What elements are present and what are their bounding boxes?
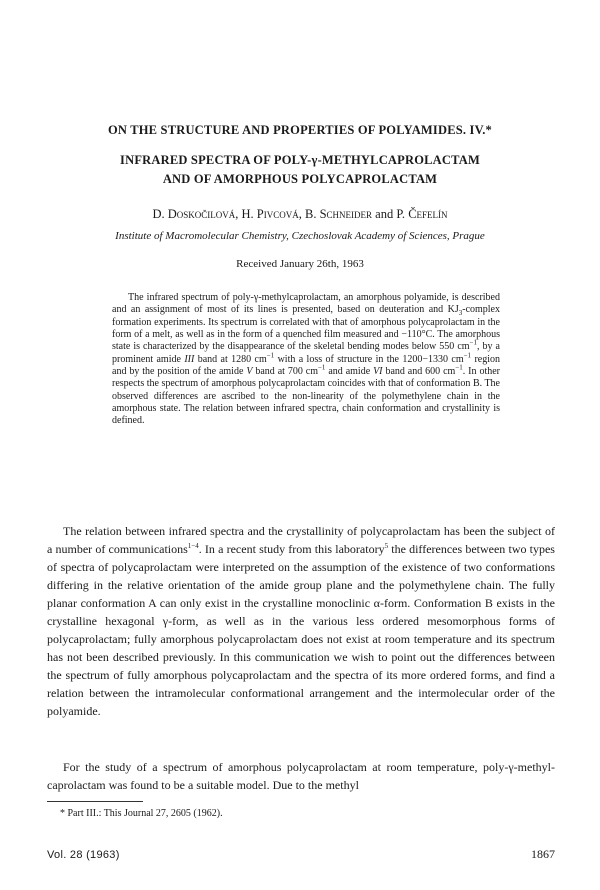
- received-date: Received January 26th, 1963: [236, 258, 364, 270]
- author-1-initial: D.: [152, 207, 165, 221]
- affiliation: Institute of Macromolecular Chemistry, Czechoslovak Academy of Sciences, Prague: [115, 230, 485, 242]
- body-paragraph-2: For the study of a spectrum of amorphous polycaprolactam at room temperature, poly-γ-methyl-caprolactam was found to be a suitable model. Due to the methyl: [47, 760, 555, 792]
- author-4-surname: Čefelín: [408, 207, 448, 221]
- footnote-divider: [47, 801, 143, 802]
- author-3-initial: B.: [305, 207, 317, 221]
- author-4-initial: P.: [396, 207, 406, 221]
- citation-ref: 5: [384, 542, 389, 550]
- author-3-surname: Schneider: [319, 207, 373, 221]
- article-title-line-2: AND OF AMORPHOUS POLYCAPROLACTAM: [162, 172, 438, 186]
- author-connector: and: [375, 207, 394, 221]
- journal-volume: Vol. 28 (1963): [47, 849, 120, 861]
- citation-ref: 1−4: [187, 542, 199, 550]
- series-title: ON THE STRUCTURE AND PROPERTIES OF POLYAMIDES. IV.*: [107, 123, 493, 137]
- abstract: The infrared spectrum of poly-γ-methylcaprolactam, an amorphous polyamide, is described and an assignment of most of its lines is presented, based on deuteration and $KJ_3$-complex formation experiments. Its spectrum is correlated with that of amorphous polycaprolactam in the form of a melt, as well as in the form of a quenched film measured and −110°C. The amorphous state is characterized by the disappearance of the skeletal bending modes below 550 $cm^{-1}$, by a prominent amide III band at 1280 $cm^{-1}$ with a loss of structure in the 1200−1330 $cm^{-1}$ region and by the position of the amide V band at 700 $cm^{-1}$ and amide VI band and 600 $cm^{-1}$. In other respects the spectrum of amorphous polycaprolactam coincides with that of conformation B. The observed differences are ascribed to the non-linearity of the polymethylene chain in the amorphous state. The relation between infrared spectra, chain conformation and crystallinity is defined.: [112, 292, 500, 427]
- article-title-line-1: INFRARED SPECTRA OF POLY-γ-METHYLCAPROLACTAM: [120, 153, 480, 167]
- author-list: D. Doskočilová, H. Pivcová, B. Schneider and P. Čefelín: [152, 207, 448, 221]
- author-2-surname: Pivcová: [256, 207, 299, 221]
- author-2-initial: H.: [241, 207, 254, 221]
- author-1-surname: Doskočilová: [167, 207, 236, 221]
- page-number: 1867: [531, 847, 555, 861]
- body-paragraph-1: The relation between infrared spectra and the crystallinity of polycaprolactam has been the subject of a number of communications$^{1-4}$. In a recent study from this laboratory$^5$ the differences between two types of spectra of polycaprolactam were interpreted on the assumption of the existence of two conformations differing in the relative orientation of the amide group plane and the polymethylene chain. The fully planar conformation A can only exist in the crystalline monoclinic α-form. Conformation B exists in the crystalline hexagonal γ-form, as well as in the various less ordered mesomorphous forms of polycaprolactam; fully amorphous polycaprolactam does not exist at room temperature and its spectrum has not been described previously. In this communication we wish to point out the differences between the spectrum of fully amorphous polycaprolactam and the spectra of its more ordered forms, and find a relation between the intramolecular conformational arrangement and the intermolecular order of the polyamide.: [47, 524, 555, 718]
- footnote: * Part III.: This Journal 27, 2605 (1962).: [60, 808, 223, 819]
